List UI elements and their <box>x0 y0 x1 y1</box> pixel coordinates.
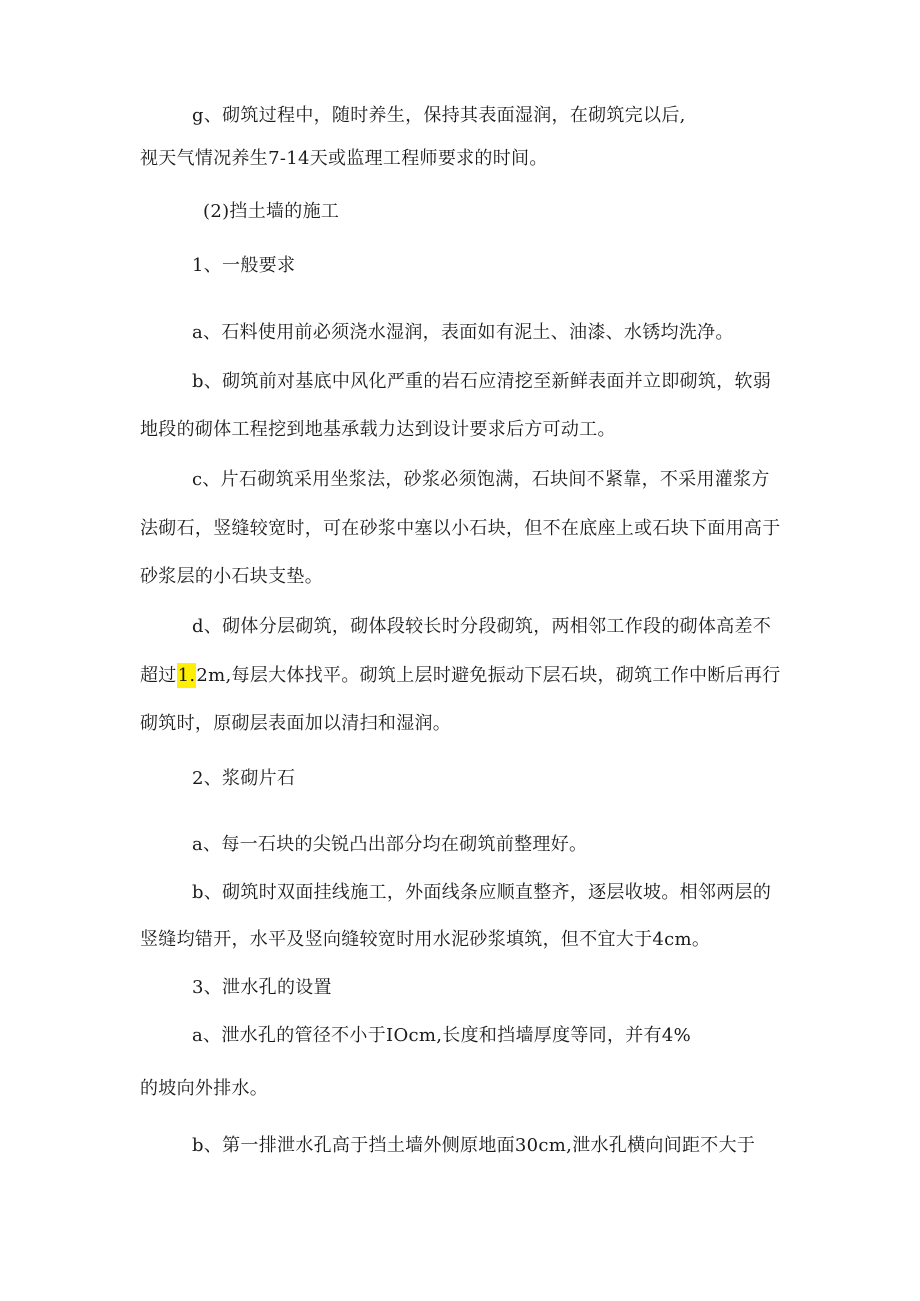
text-line: c、片石砌筑采用坐浆法，砂浆必须饱满，石块间不紧靠，不采用灌浆方 <box>192 469 770 490</box>
text-line <box>140 664 781 688</box>
text-line: a、泄水孔的管径不小于IOcm,长度和挡墙厚度等同，并有4% <box>192 1025 692 1046</box>
text-line: g、砌筑过程中，随时养生，保持其表面湿润，在砌筑完以后, <box>192 105 686 126</box>
subsection-heading: 3、泄水孔的设置 <box>192 977 332 998</box>
text-line: 砂浆层的小石块支垫。 <box>140 566 323 587</box>
text-line: 地段的砌体工程挖到地基承载力达到设计要求后方可动工。 <box>140 419 616 440</box>
text-line: 竖缝均错开，水平及竖向缝较宽时用水泥砂浆填筑，但不宜大于4cm。 <box>140 929 711 950</box>
text-line: 砌筑时，原砌层表面加以清扫和湿润。 <box>140 713 452 734</box>
subsection-heading: 2、浆砌片石 <box>192 768 296 789</box>
subsection-heading: 1、一般要求 <box>192 255 296 276</box>
text-line: 视天气情况养生7-14天或监理工程师要求的时间。 <box>140 148 548 169</box>
text-line: b、第一排泄水孔高于挡土墙外侧原地面30cm,泄水孔横向间距不大于 <box>192 1135 756 1156</box>
text-line: a、每一石块的尖锐凸出部分均在砌筑前整理好。 <box>192 834 588 855</box>
highlighted-text: 1. <box>177 665 196 686</box>
text-segment: 2m,每层大体找平。砌筑上层时避免振动下层石块，砌筑工作中断后再行 <box>196 665 781 686</box>
text-segment: 超过 <box>140 665 177 686</box>
text-line: d、砌体分层砌筑，砌体段较长时分段砌筑，两相邻工作段的砌体高差不 <box>192 616 772 637</box>
section-heading: (2)挡土墙的施工 <box>203 201 340 222</box>
text-line: b、砌筑时双面挂线施工，外面线条应顺直整齐，逐层收坡。相邻两层的 <box>192 882 772 903</box>
text-line: b、砌筑前对基底中风化严重的岩石应清挖至新鲜表面并立即砌筑，软弱 <box>192 371 772 392</box>
text-line: 的坡向外排水。 <box>140 1078 269 1099</box>
text-line: 法砌石，竖缝较宽时，可在砂浆中塞以小石块，但不在底座上或石块下面用高于 <box>140 518 781 539</box>
text-line: a、石料使用前必须浇水湿润，表面如有泥土、油漆、水锈均洗净。 <box>192 322 734 343</box>
